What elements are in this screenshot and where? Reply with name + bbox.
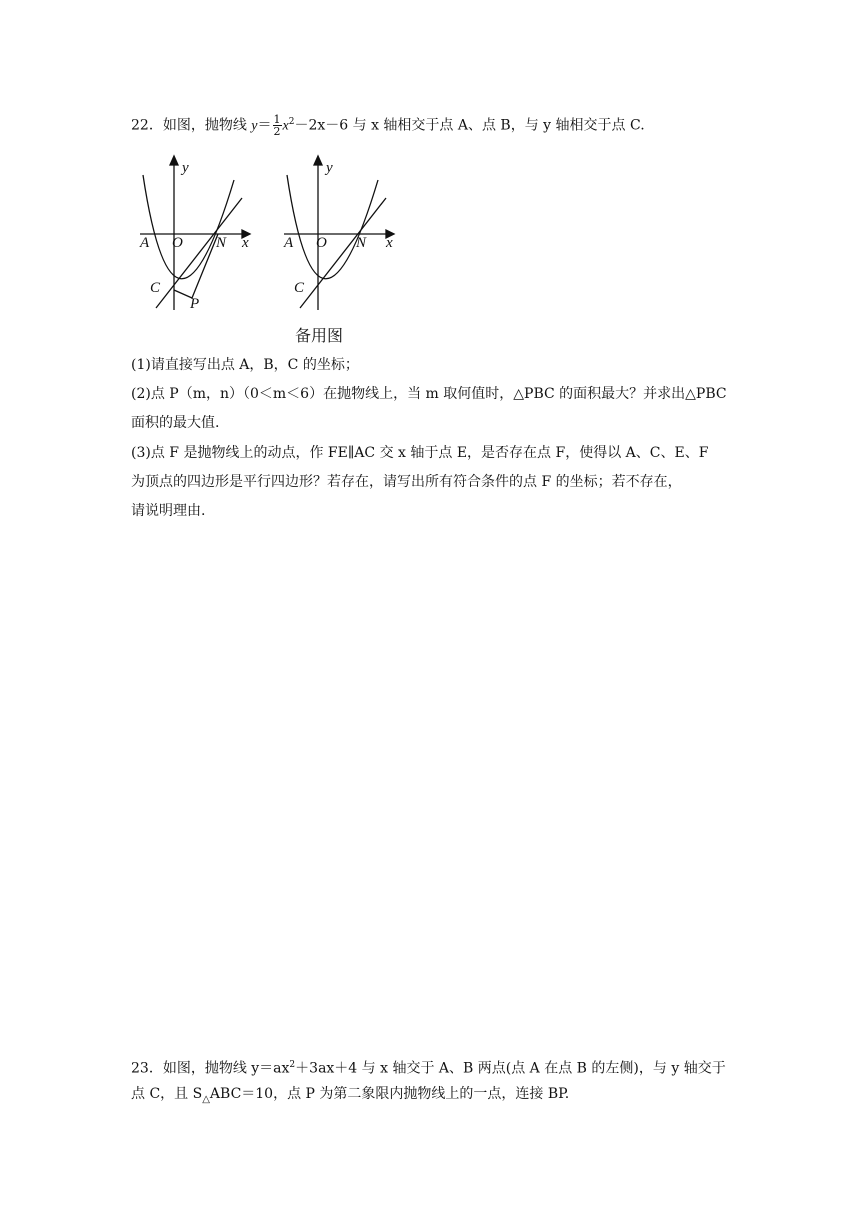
eq-y: y	[251, 118, 258, 134]
label-y: y	[326, 160, 333, 176]
label-n: N	[356, 235, 367, 251]
eq-denominator: 2	[273, 125, 281, 139]
q23-line1	[131, 1055, 726, 1079]
eq-equals: ＝	[257, 117, 272, 134]
eq-fraction	[273, 114, 282, 137]
label-o: O	[172, 235, 183, 251]
label-c: C	[294, 280, 305, 296]
label-y: y	[182, 160, 189, 176]
q23-line2	[131, 1084, 569, 1110]
q23-line2-a: 点 C，且 S	[131, 1086, 203, 1102]
q23-exponent: 2	[289, 1060, 296, 1070]
q22-part2-line1: (2)点 P（m，n）（0＜m＜6）在抛物线上，当 m 取何值时，△PBC 的面积最大？并求出△PBC	[131, 386, 727, 402]
figure-main	[128, 150, 263, 315]
q23-line1-b: ＋3ax＋4 与 x 轴交于 A、B 两点(点 A 在点 B 的左侧)，与 y 轴交于	[295, 1060, 726, 1077]
y-axis-arrow	[314, 156, 322, 165]
label-n: N	[216, 235, 227, 251]
q22-part3-line1: (3)点 F 是抛物线上的动点，作 FE∥AC 交 x 轴于点 E，是否存在点 F，使得以 A、C、E、F	[131, 445, 709, 461]
label-o: O	[316, 235, 327, 251]
label-a: A	[284, 235, 294, 251]
figure-spare	[272, 150, 407, 315]
q22-statement	[131, 112, 645, 137]
label-a: A	[140, 235, 150, 251]
q22-part1: (1)请直接写出点 A，B，C 的坐标；	[131, 357, 359, 373]
q22-intro: 如图，抛物线	[162, 117, 247, 134]
label-x: x	[242, 235, 249, 251]
q22-part3-line2: 为顶点的四边形是平行四边形？若存在，请写出所有符合条件的点 F 的坐标；若不存在，	[131, 474, 682, 490]
label-x: x	[386, 235, 393, 251]
eq-rest: －2x－6	[294, 117, 349, 134]
q22-number: 22．	[131, 117, 163, 134]
label-c: C	[150, 280, 161, 296]
q23-line1-a: 23．如图，抛物线 y＝ax	[131, 1060, 290, 1077]
q23-subscript: △	[202, 1093, 210, 1105]
q22-intro-tail: 与 x 轴相交于点 A、点 B，与 y 轴相交于点 C.	[352, 117, 645, 134]
figure-caption: 备用图	[295, 326, 344, 345]
y-axis-arrow	[170, 156, 178, 165]
q22-part3-line3: 请说明理由.	[131, 503, 206, 519]
eq-exponent: 2	[288, 117, 295, 127]
parabola-curve	[143, 175, 234, 279]
q23-line2-b: ABC＝10，点 P 为第二象限内抛物线上的一点，连接 BP.	[209, 1086, 570, 1102]
eq-x: x	[282, 118, 289, 134]
eq-numerator: 1	[273, 113, 281, 127]
parabola-curve	[287, 175, 378, 279]
line-cn	[300, 198, 386, 308]
line-cn	[156, 198, 242, 308]
q22-part2-line2: 面积的最大值.	[131, 415, 220, 431]
label-p: P	[190, 296, 200, 312]
